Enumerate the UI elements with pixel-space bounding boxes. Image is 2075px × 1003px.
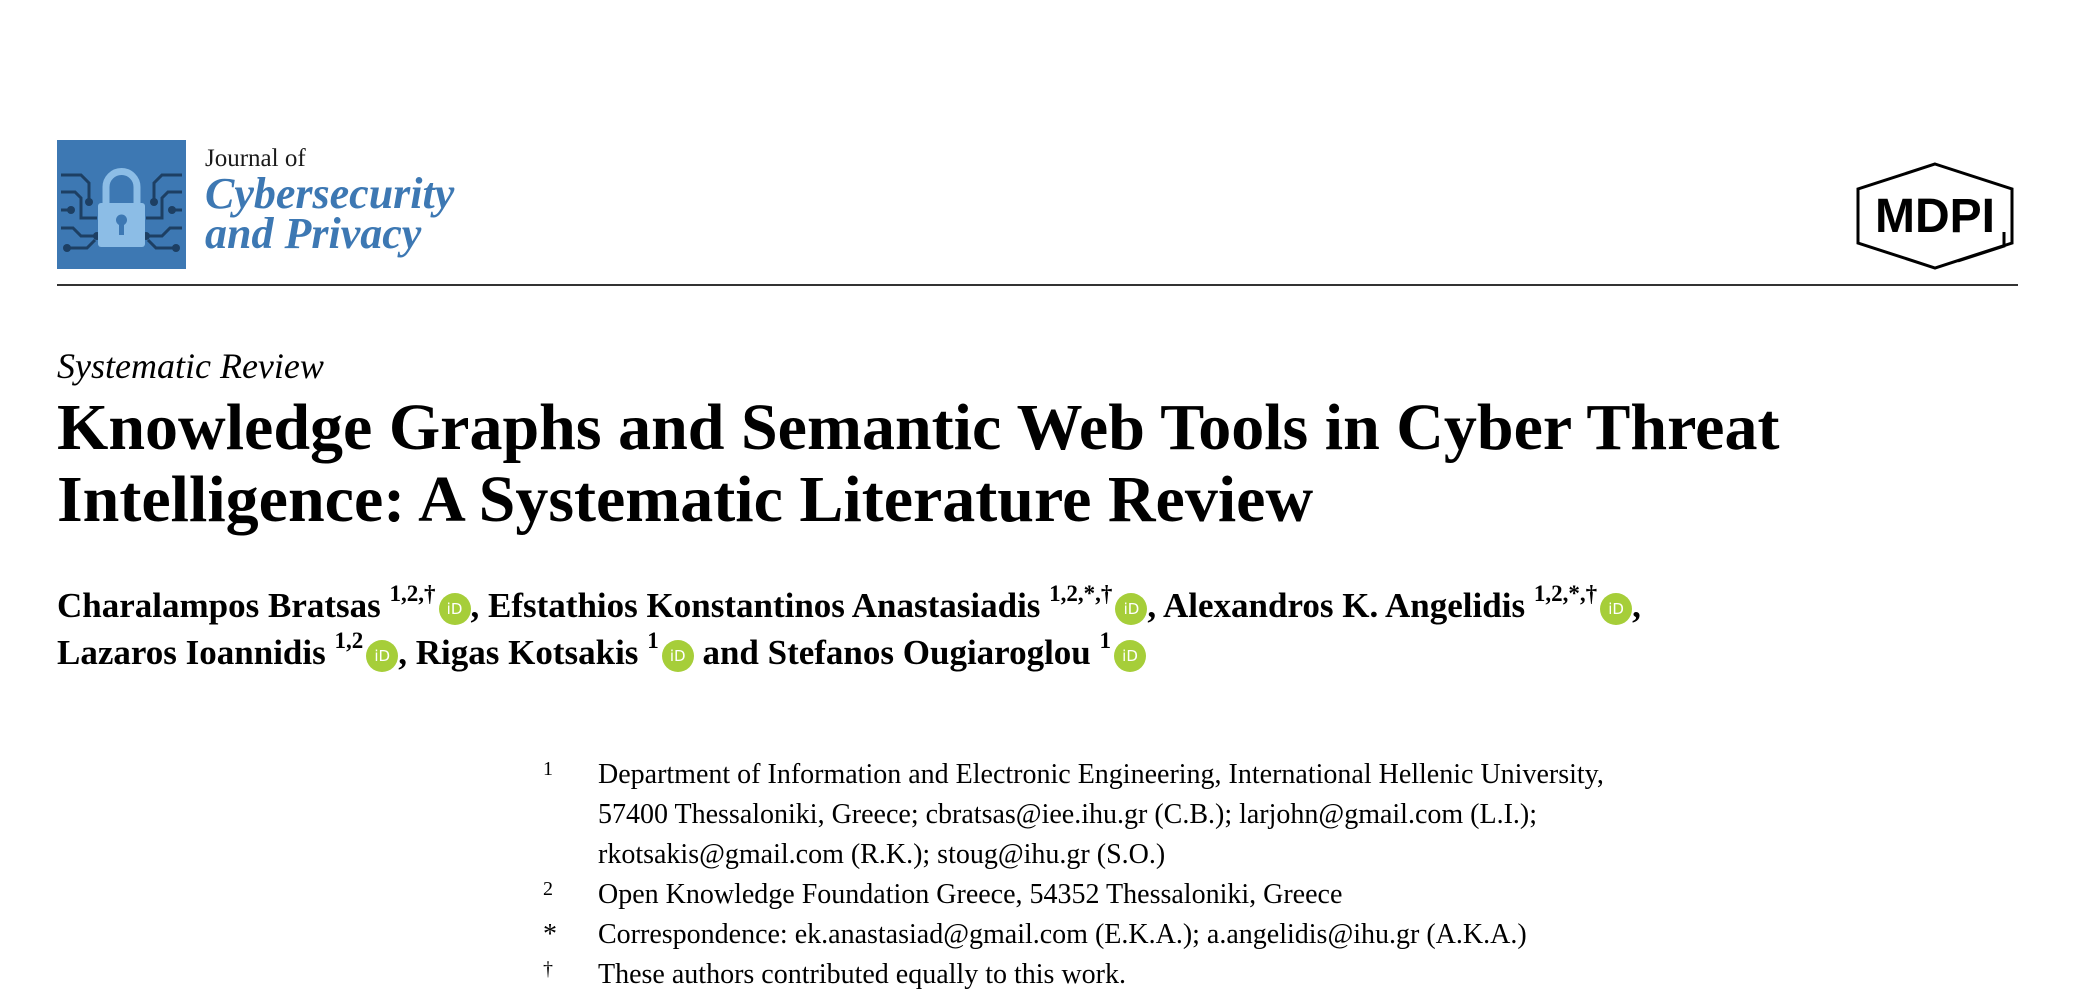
author-name: Stefanos Ougiaroglou [767,633,1091,672]
correspondence-mark: * [543,919,557,950]
affiliations [543,755,1883,995]
journal-title [205,144,455,258]
affiliation-line: Open Knowledge Foundation Greece, 54352 Thessaloniki, Greece [598,879,1343,910]
dagger-mark: † [543,958,553,980]
affiliation-item [543,755,1883,875]
author-affiliation-marks: 1,2,*,† [1533,581,1598,607]
author-separator: , [1632,586,1641,625]
author-affiliation-marks: 1 [647,628,659,654]
affiliation-mark: 1 [543,758,553,780]
orcid-icon[interactable]: iD [366,640,398,672]
affiliation-item [543,875,1883,915]
correspondence-item [543,915,1883,955]
author-name: Efstathios Konstantinos Anastasiadis [488,586,1041,625]
header-divider [57,284,2018,286]
affiliation-line: Department of Information and Electronic Engineering, International Hellenic University, [598,759,1604,790]
publisher-name: MDPI [1875,190,1995,243]
equal-contribution-note [543,955,1883,995]
author-line-1 [57,582,2047,629]
author-list [57,582,2047,676]
author-separator: , [1147,586,1157,625]
mdpi-logo-icon [1854,162,2016,270]
orcid-icon[interactable]: iD [1600,593,1632,625]
note-line: These authors contributed equally to this work. [598,959,1126,990]
author-affiliation-marks: 1,2,† [389,581,436,607]
author-separator: , [398,633,407,672]
author-name: Alexandros K. Angelidis [1163,586,1526,625]
author-affiliation-marks: 1 [1099,628,1112,654]
orcid-icon[interactable]: iD [1115,593,1147,625]
affiliation-line: rkotsakis@gmail.com (R.K.); stoug@ihu.gr (S.O.) [598,839,1166,870]
author-name: Lazaros Ioannidis [57,633,326,672]
journal-name-line2: and Privacy [205,209,422,258]
title-line-1: Knowledge Graphs and Semantic Web Tools in Cyber Threat [57,391,1780,464]
journal-name-line1: Cybersecurity [205,169,455,218]
journal-header [57,140,2018,285]
orcid-icon[interactable]: iD [439,593,471,625]
orcid-icon[interactable]: iD [662,640,694,672]
article-type: Systematic Review [57,346,324,386]
journal-lock-logo-icon [57,140,186,269]
author-affiliation-marks: 1,2 [334,628,364,654]
journal-prefix: Journal of [205,145,306,172]
orcid-icon[interactable]: iD [1114,640,1146,672]
article-title [57,392,2037,536]
correspondence-line: Correspondence: ek.anastasiad@gmail.com (E.K.A.); a.angelidis@ihu.gr (A.K.A.) [598,919,1527,950]
author-name: Charalampos Bratsas [57,586,381,625]
affiliation-mark: 2 [543,878,553,900]
affiliation-line: 57400 Thessaloniki, Greece; cbratsas@iee.ihu.gr (C.B.); larjohn@gmail.com (L.I.); [598,799,1538,830]
author-name: Rigas Kotsakis [415,633,639,672]
author-affiliation-marks: 1,2,*,† [1049,581,1113,607]
author-separator-and: and [702,633,759,672]
title-line-2: Intelligence: A Systematic Literature Review [57,463,1314,536]
author-separator: , [470,586,480,625]
author-line-2 [57,629,2047,676]
